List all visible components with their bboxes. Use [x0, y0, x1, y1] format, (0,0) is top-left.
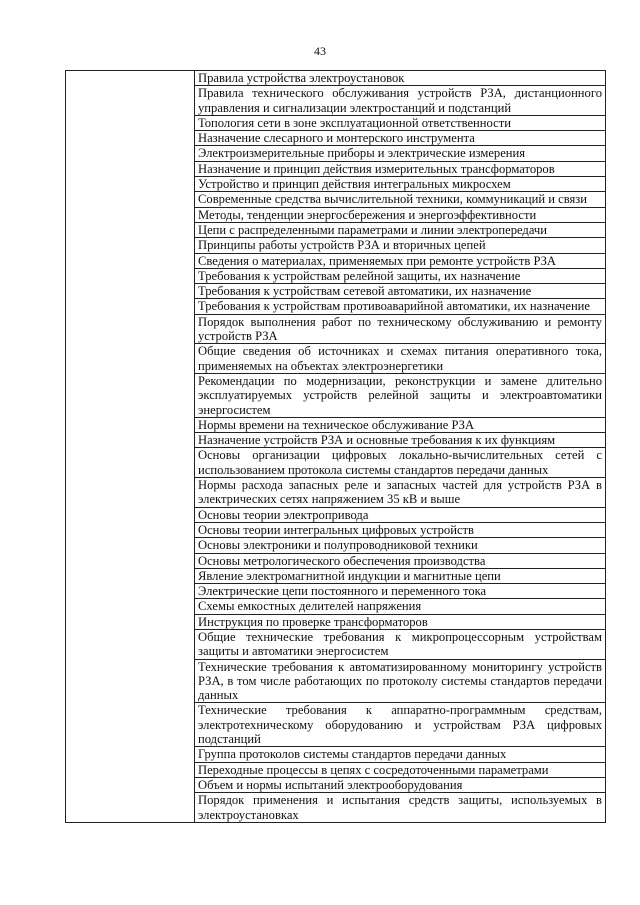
knowledge-item: Цепи с распределенными параметрами и линии электропередачи: [195, 222, 606, 237]
knowledge-item: Требования к устройствам релейной защиты, их назначение: [195, 268, 606, 283]
knowledge-item: Основы теории интегральных цифровых устройств: [195, 522, 606, 537]
knowledge-item: Электроизмерительные приборы и электрические измерения: [195, 146, 606, 161]
knowledge-item: Основы электроники и полупроводниковой техники: [195, 538, 606, 553]
knowledge-item: Рекомендации по модернизации, реконструкции и замене длительно эксплуатируемых устройств релейной защиты и электроавтоматики энергосистем: [195, 373, 606, 417]
knowledge-item: Требования к устройствам сетевой автоматики, их назначение: [195, 284, 606, 299]
knowledge-item: Основы организации цифровых локально-вычислительных сетей с использованием протокола системы стандартов передачи данных: [195, 448, 606, 478]
knowledge-item: Переходные процессы в цепях с сосредоточенными параметрами: [195, 762, 606, 777]
table-body: [66, 71, 606, 823]
knowledge-item: Технические требования к автоматизированному мониторингу устройств РЗА, в том числе работающих по протоколу системы стандартов передачи данных: [195, 659, 606, 703]
knowledge-item: Общие технические требования к микропроцессорным устройствам защиты и автоматики энергосистем: [195, 629, 606, 659]
knowledge-item: Электрические цепи постоянного и переменного тока: [195, 584, 606, 599]
knowledge-item: Общие сведения об источниках и схемах питания оперативного тока, применяемых на объектах электроэнергетики: [195, 344, 606, 374]
knowledge-item: Нормы расхода запасных реле и запасных частей для устройств РЗА в электрических сетях напряжением 35 кВ и выше: [195, 478, 606, 508]
page-number: 43: [314, 44, 326, 58]
knowledge-item: Технические требования к аппаратно-программным средствам, электротехническому оборудованию и устройствам РЗА цифровых подстанций: [195, 703, 606, 747]
knowledge-item: Топология сети в зоне эксплуатационной ответственности: [195, 115, 606, 130]
table-row: [66, 71, 606, 86]
knowledge-item: Устройство и принцип действия интегральных микросхем: [195, 177, 606, 192]
requirements-table: [65, 70, 606, 823]
left-column-cell: [66, 71, 195, 823]
knowledge-item: Методы, тенденции энергосбережения и энергоэффективности: [195, 207, 606, 222]
knowledge-item: Явление электромагнитной индукции и магнитные цепи: [195, 568, 606, 583]
knowledge-item: Назначение слесарного и монтерского инструмента: [195, 131, 606, 146]
knowledge-item: Сведения о материалах, применяемых при ремонте устройств РЗА: [195, 253, 606, 268]
knowledge-item: Порядок применения и испытания средств защиты, используемых в электроустановках: [195, 793, 606, 823]
knowledge-item: Группа протоколов системы стандартов передачи данных: [195, 747, 606, 762]
knowledge-item: Нормы времени на техническое обслуживание РЗА: [195, 417, 606, 432]
knowledge-item: Схемы емкостных делителей напряжения: [195, 599, 606, 614]
knowledge-item: Назначение устройств РЗА и основные требования к их функциям: [195, 433, 606, 448]
knowledge-item: Современные средства вычислительной техники, коммуникаций и связи: [195, 192, 606, 207]
knowledge-item: Порядок выполнения работ по техническому обслуживанию и ремонту устройств РЗА: [195, 314, 606, 344]
knowledge-item: Принципы работы устройств РЗА и вторичных цепей: [195, 238, 606, 253]
knowledge-item: Правила устройства электроустановок: [195, 71, 606, 86]
knowledge-item: Требования к устройствам противоаварийной автоматики, их назначение: [195, 299, 606, 314]
knowledge-item: Основы теории электропривода: [195, 507, 606, 522]
knowledge-item: Основы метрологического обеспечения производства: [195, 553, 606, 568]
knowledge-item: Правила технического обслуживания устройств РЗА, дистанционного управления и сигнализации электростанций и подстанций: [195, 86, 606, 116]
knowledge-item: Инструкция по проверке трансформаторов: [195, 614, 606, 629]
knowledge-item: Объем и нормы испытаний электрооборудования: [195, 777, 606, 792]
knowledge-item: Назначение и принцип действия измерительных трансформаторов: [195, 161, 606, 176]
